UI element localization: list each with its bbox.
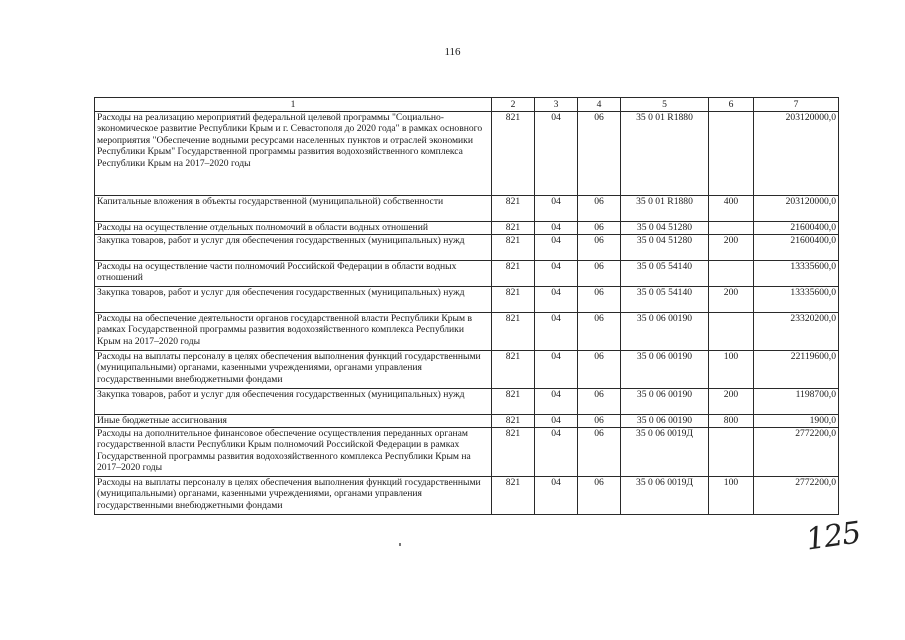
table-row xyxy=(95,415,839,428)
row-description: Расходы на реализацию мероприятий федеральной целевой программы "Социально-экономическое развитие Республики Крым и г. Севастополя до 2020 года" в рамках основного мероприятия "Обеспечение водными ресурсами населенных пунктов и отраслей экономики Республики Крым" Государственной программы развития водохозяйственного комплекса Республики Крым на 2017–2020 годы xyxy=(95,112,492,196)
row-code-expense-type xyxy=(709,313,754,351)
row-code-subsection: 06 xyxy=(578,477,621,515)
row-code-target: 35 0 06 0019Д xyxy=(621,428,709,477)
row-code-section: 04 xyxy=(535,287,578,313)
row-code-section: 04 xyxy=(535,222,578,235)
row-code-ministry: 821 xyxy=(492,287,535,313)
row-description: Расходы на осуществление части полномочий Российской Федерации в области водных отношений xyxy=(95,261,492,287)
table-header-row xyxy=(95,98,839,112)
row-code-target: 35 0 06 0019Д xyxy=(621,477,709,515)
row-code-subsection: 06 xyxy=(578,389,621,415)
row-code-expense-type xyxy=(709,222,754,235)
row-code-expense-type: 200 xyxy=(709,389,754,415)
row-code-ministry: 821 xyxy=(492,261,535,287)
row-code-section: 04 xyxy=(535,313,578,351)
row-description: Расходы на выплаты персоналу в целях обеспечения выполнения функций государственными (муниципальными) органами, казенными учреждениями, органами управления государственными внебюджетными фондами xyxy=(95,351,492,389)
row-description: Закупка товаров, работ и услуг для обеспечения государственных (муниципальных) нужд xyxy=(95,235,492,261)
row-description: Расходы на выплаты персоналу в целях обеспечения выполнения функций государственными (муниципальными) органами, казенными учреждениями, органами управления государственными внебюджетными фондами xyxy=(95,477,492,515)
row-code-section: 04 xyxy=(535,389,578,415)
row-code-expense-type: 200 xyxy=(709,287,754,313)
row-amount: 2772200,0 xyxy=(754,428,839,477)
row-amount: 2772200,0 xyxy=(754,477,839,515)
row-code-subsection: 06 xyxy=(578,287,621,313)
row-amount: 22119600,0 xyxy=(754,351,839,389)
row-code-subsection: 06 xyxy=(578,351,621,389)
row-amount: 23320200,0 xyxy=(754,313,839,351)
row-code-section: 04 xyxy=(535,428,578,477)
row-code-ministry: 821 xyxy=(492,196,535,222)
row-amount: 203120000,0 xyxy=(754,112,839,196)
row-description: Иные бюджетные ассигнования xyxy=(95,415,492,428)
row-code-target: 35 0 01 R1880 xyxy=(621,196,709,222)
row-code-target: 35 0 06 00190 xyxy=(621,389,709,415)
row-amount: 1900,0 xyxy=(754,415,839,428)
row-code-target: 35 0 01 R1880 xyxy=(621,112,709,196)
table-row xyxy=(95,196,839,222)
row-code-subsection: 06 xyxy=(578,196,621,222)
row-code-expense-type: 200 xyxy=(709,235,754,261)
row-code-subsection: 06 xyxy=(578,112,621,196)
column-header: 2 xyxy=(492,98,535,112)
table-row xyxy=(95,428,839,477)
row-code-subsection: 06 xyxy=(578,235,621,261)
row-description: Закупка товаров, работ и услуг для обеспечения государственных (муниципальных) нужд xyxy=(95,389,492,415)
row-code-ministry: 821 xyxy=(492,389,535,415)
table-row xyxy=(95,389,839,415)
row-description: Расходы на осуществление отдельных полномочий в области водных отношений xyxy=(95,222,492,235)
row-code-expense-type: 100 xyxy=(709,351,754,389)
row-code-subsection: 06 xyxy=(578,415,621,428)
row-code-expense-type xyxy=(709,428,754,477)
row-description: Закупка товаров, работ и услуг для обеспечения государственных (муниципальных) нужд xyxy=(95,287,492,313)
row-code-target: 35 0 04 51280 xyxy=(621,235,709,261)
table-row xyxy=(95,477,839,515)
page-number: 116 xyxy=(444,46,461,58)
row-amount: 21600400,0 xyxy=(754,222,839,235)
row-code-section: 04 xyxy=(535,415,578,428)
row-amount: 21600400,0 xyxy=(754,235,839,261)
row-code-section: 04 xyxy=(535,196,578,222)
column-header: 7 xyxy=(754,98,839,112)
row-code-expense-type: 800 xyxy=(709,415,754,428)
row-code-subsection: 06 xyxy=(578,222,621,235)
handwritten-page-number: 125 xyxy=(803,515,863,558)
table-row xyxy=(95,112,839,196)
row-amount: 1198700,0 xyxy=(754,389,839,415)
row-code-expense-type: 400 xyxy=(709,196,754,222)
row-code-ministry: 821 xyxy=(492,477,535,515)
row-code-ministry: 821 xyxy=(492,235,535,261)
budget-table xyxy=(94,97,839,515)
row-code-section: 04 xyxy=(535,261,578,287)
row-code-ministry: 821 xyxy=(492,428,535,477)
row-code-expense-type xyxy=(709,112,754,196)
row-code-target: 35 0 04 51280 xyxy=(621,222,709,235)
row-amount: 13335600,0 xyxy=(754,261,839,287)
row-code-ministry: 821 xyxy=(492,112,535,196)
column-header: 4 xyxy=(578,98,621,112)
column-header: 3 xyxy=(535,98,578,112)
row-code-ministry: 821 xyxy=(492,415,535,428)
table-row xyxy=(95,351,839,389)
column-header: 6 xyxy=(709,98,754,112)
table-row xyxy=(95,287,839,313)
row-code-target: 35 0 05 54140 xyxy=(621,261,709,287)
column-header: 1 xyxy=(95,98,492,112)
row-code-section: 04 xyxy=(535,112,578,196)
row-code-section: 04 xyxy=(535,351,578,389)
scan-speck xyxy=(399,543,401,546)
row-code-target: 35 0 06 00190 xyxy=(621,351,709,389)
row-code-target: 35 0 06 00190 xyxy=(621,313,709,351)
row-code-ministry: 821 xyxy=(492,313,535,351)
row-code-target: 35 0 06 00190 xyxy=(621,415,709,428)
row-code-subsection: 06 xyxy=(578,313,621,351)
row-code-expense-type: 100 xyxy=(709,477,754,515)
row-description: Расходы на обеспечение деятельности органов государственной власти Республики Крым в рамках Государственной программы развития водохозяйственного комплекса Республики Крым на 2017–2020 годы xyxy=(95,313,492,351)
row-amount: 203120000,0 xyxy=(754,196,839,222)
row-code-target: 35 0 05 54140 xyxy=(621,287,709,313)
table-row xyxy=(95,261,839,287)
table-row xyxy=(95,222,839,235)
row-code-section: 04 xyxy=(535,477,578,515)
row-code-subsection: 06 xyxy=(578,261,621,287)
row-description: Расходы на дополнительное финансовое обеспечение осуществления переданных органам государственной власти Республики Крым полномочий Российской Федерации в рамках Государственной программы развития водохозяйственного комплекса Республики Крым на 2017–2020 годы xyxy=(95,428,492,477)
row-code-expense-type xyxy=(709,261,754,287)
table-row xyxy=(95,313,839,351)
row-code-ministry: 821 xyxy=(492,351,535,389)
column-header: 5 xyxy=(621,98,709,112)
row-code-section: 04 xyxy=(535,235,578,261)
row-amount: 13335600,0 xyxy=(754,287,839,313)
row-code-subsection: 06 xyxy=(578,428,621,477)
row-description: Капитальные вложения в объекты государственной (муниципальной) собственности xyxy=(95,196,492,222)
table-row xyxy=(95,235,839,261)
row-code-ministry: 821 xyxy=(492,222,535,235)
